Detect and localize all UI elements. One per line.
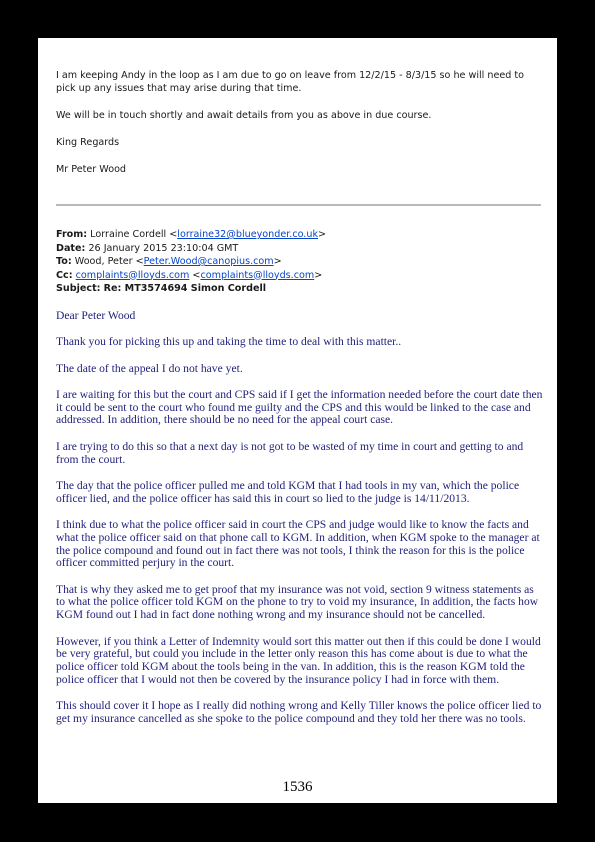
cc-row: [56, 269, 546, 283]
subject-row: [56, 282, 546, 296]
paragraph-leave-notice: I am keeping Andy in the loop as I am due to go on leave from 12/2/15 - 8/3/15 so he will need to pick up any issues that may arise during that time.: [56, 70, 525, 94]
body-paragraph: That is why they asked me to get proof that my insurance was not void, section 9 witness statements as to what the police officer told KGM on the phone to try to void my insurance, In addition, the facts how KGM found out I had in fact done nothing wrong and my insurance should not be cancelled.: [56, 582, 539, 622]
to-email-link[interactable]: Peter.Wood@canopius.com: [143, 256, 274, 267]
previous-message: [56, 69, 546, 190]
body-paragraph: Thank you for picking this up and taking the time to deal with this matter..: [56, 335, 402, 349]
from-name: Lorraine Cordell <: [90, 229, 178, 240]
cc-email-link[interactable]: complaints@lloyds.com: [75, 269, 190, 281]
from-label: From:: [56, 229, 88, 240]
email-header: [56, 228, 546, 296]
body-paragraph: This should cover it I hope as I really did nothing wrong and Kelly Tiller knows the police officer lied to get my insurance cancelled as she spoke to the police compound and they told her there was no tools.: [56, 699, 542, 726]
date-value: 26 January 2015 23:10:04 GMT: [88, 242, 239, 254]
to-row: [56, 255, 546, 269]
cc-bracket-close: >: [314, 269, 323, 281]
cc-email-link-2[interactable]: complaints@lloyds.com: [200, 269, 315, 281]
cc-bracket-open: <: [189, 269, 201, 281]
page-number: 1536: [282, 779, 313, 795]
body-paragraph: I think due to what the police officer said in court the CPS and judge would like to know the facts and what the police officer said on that phone call to KGM. In addition, when KGM spoke to the manager at the police compound and found out in fact there was not tools, I think the reason for this is the police officer committed perjury in the court.: [56, 517, 540, 570]
subject-value: Re: MT3574694 Simon Cordell: [103, 283, 267, 294]
from-bracket: >: [318, 229, 327, 240]
salutation: Dear Peter Wood: [56, 309, 136, 322]
to-bracket: >: [273, 256, 282, 267]
body-paragraph: I are waiting for this but the court and CPS said if I get the information needed before the court date then it could be sent to the court who found me guilty and the CPS and this would be linked to the case and addressed. In addition, there should be no need for the appeal court case.: [56, 387, 543, 427]
signature-name: Mr Peter Wood: [56, 164, 127, 175]
body-paragraph: I are trying to do this so that a next day is not got to be wasted of my time in court and getting to and from the court.: [56, 439, 524, 466]
paragraph-await-details: We will be in touch shortly and await details from you as above in due course.: [56, 110, 432, 121]
body-paragraph: However, if you think a Letter of Indemnity would sort this matter out then if this could be done I would be very grateful, but could you include in the letter only reason this has come about is due to what the police officer told KGM about the tools being in the van. In addition, this is the reason KGM told the police officer that I would not then be covered by the insurance policy I had in force with them.: [56, 634, 541, 686]
body-paragraph: The day that the police officer pulled me and told KGM that I had tools in my van, which the police officer lied, and the police officer has said this in court so lied to the judge is 14/11/2013.: [56, 478, 520, 505]
message-separator: [56, 204, 541, 206]
sign-off: King Regards: [56, 137, 120, 148]
email-body: [56, 310, 544, 739]
subject-label: Subject:: [56, 283, 101, 294]
from-row: [56, 228, 546, 242]
date-label: Date:: [56, 242, 86, 254]
from-email-link[interactable]: lorraine32@blueyonder.co.uk: [177, 229, 318, 240]
cc-label: Cc:: [56, 269, 73, 281]
document-page: [38, 38, 557, 803]
date-row: [56, 242, 546, 256]
to-label: To:: [56, 256, 72, 267]
body-paragraph: The date of the appeal I do not have yet.: [56, 361, 243, 375]
to-name: Wood, Peter <: [74, 256, 144, 267]
